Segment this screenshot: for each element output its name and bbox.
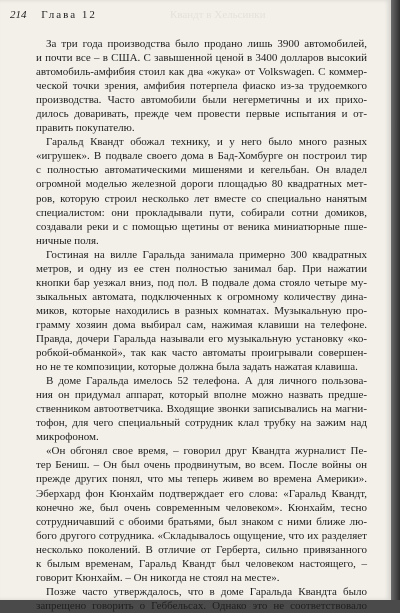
text-line: прежде других понял, что мы теперь живем во времена Америки».	[36, 473, 367, 486]
text-line: ственником автоответчика. Входящие звонки записывались на магни-	[36, 403, 367, 416]
text-line: «игрушек». В подвале своего дома в Бад-Хомбурге он построил тир	[36, 150, 367, 163]
page-number: 214	[10, 9, 27, 21]
text-line: говорит Кюнхайм. – Он никогда не стоял на месте».	[36, 571, 280, 584]
text-line: грамму хозяин дома выбирал сам, нажимая клавиши на телефоне.	[36, 318, 367, 331]
text-line: Гостиная на вилле Гаральда занимала примерно 300 квадратных	[46, 248, 367, 261]
text-line: робкой-обманкой», так как часто автоматы проигрывали совершен-	[36, 347, 367, 360]
text-line: тофон, для чего специальный сотрудник клал трубку на зажим над	[36, 417, 367, 430]
running-header	[10, 9, 373, 25]
text-line: ров, которую строил несколько лет вместе со специально нанятым	[36, 192, 367, 205]
paragraph	[36, 248, 367, 374]
text-line: конечно же, был очень современным человеком». Кюнхайм, тесно	[36, 501, 367, 514]
text-line: создавали реки и с помощью щетины от веника миниатюрные пше-	[36, 220, 367, 233]
text-line: метров, и одну из ее стен полностью занимал бар. При нажатии	[36, 262, 367, 275]
text-line: Позже часто утверждалось, что в доме Гаральда Квандта было	[46, 585, 367, 598]
text-line: к былым временам, Гаральд Квандт был человеком настоящего, –	[36, 557, 367, 570]
text-line: несколько поколений. В отличие от Герберта, сильно привязанного	[36, 543, 367, 556]
text-line: но не те композиции, которые должна была задать нажатая клавиша.	[36, 361, 358, 374]
text-line: тер Бениш. – Он был очень продвинутым, во всем. После войны он	[36, 459, 367, 472]
text-line: миков, которые находились в разных комнатах. Музыкальную про-	[36, 304, 367, 317]
paragraph	[36, 374, 367, 444]
paragraph	[36, 585, 367, 613]
text-line: «Он обгонял свое время, – говорил друг Квандта журналист Пе-	[46, 445, 367, 458]
text-line: Гаральд Квандт обожал технику, и у него было много разных	[46, 136, 367, 149]
page-edge	[391, 0, 400, 600]
text-line: и почти все – в США. С завышенной ценой в 3400 долларов высокий	[36, 52, 367, 65]
show-through-text: Квандт в Хельсинки	[170, 9, 266, 21]
text-line: сотрудничавший с обоими братьями, был знаком с ними ближе лю-	[36, 515, 367, 528]
text-line: бого другого сотрудника. «Складывалось ощущение, что их разделяет	[36, 529, 367, 542]
text-line: ничные поля.	[36, 234, 99, 247]
text-line: огромной моделью железной дороги площадью 80 квадратных мет-	[36, 178, 367, 191]
text-line: ния он придумал аппарат, который вполне можно назвать предше-	[36, 389, 367, 402]
text-line: с полностью автоматическими мишенями и кегельбан. Он владел	[36, 164, 367, 177]
text-line: дилось доваривать, прежде чем провести первые испытания и от-	[36, 108, 367, 121]
text-line: производства. Часто автомобили были негерметичны и их прихо-	[36, 94, 367, 107]
paragraph	[36, 135, 367, 247]
text-line: автомобиль-амфибия стоил как два «жука» от Volkswagen. С коммер-	[36, 66, 367, 79]
body-text	[36, 37, 367, 613]
text-line: Правда, дочери Гаральда называли его музыкальную установку «ко-	[36, 332, 367, 345]
text-line: специалистом: они прокладывали пути, собирали сотни домиков,	[36, 206, 367, 219]
paragraph	[36, 444, 367, 584]
text-line: кнопки бар уезжал вниз, под пол. В подвале дома стояло четыре му-	[36, 276, 367, 289]
text-line: запрещено говорить о Геббельсах. Однако это не соответствовало	[36, 599, 367, 612]
paragraph	[36, 37, 367, 135]
text-line: ческой точки зрения, амфибия потерпела фиаско из-за трудоемкого	[36, 80, 367, 93]
text-line: В доме Гаральда имелось 52 телефона. А для личного пользова-	[46, 375, 367, 388]
text-line: зыкальных автомата, подключенных к огромному количеству дина-	[36, 290, 367, 303]
text-line: За три года производства было продано лишь 3900 автомобилей,	[46, 38, 367, 50]
chapter-title: Глава 12	[41, 9, 97, 21]
text-line: Эберхард фон Кюнхайм подтверждает его слова: «Гаральд Квандт,	[36, 487, 367, 500]
text-line: микрофоном.	[36, 431, 99, 444]
text-line: править покупателю.	[36, 122, 135, 135]
